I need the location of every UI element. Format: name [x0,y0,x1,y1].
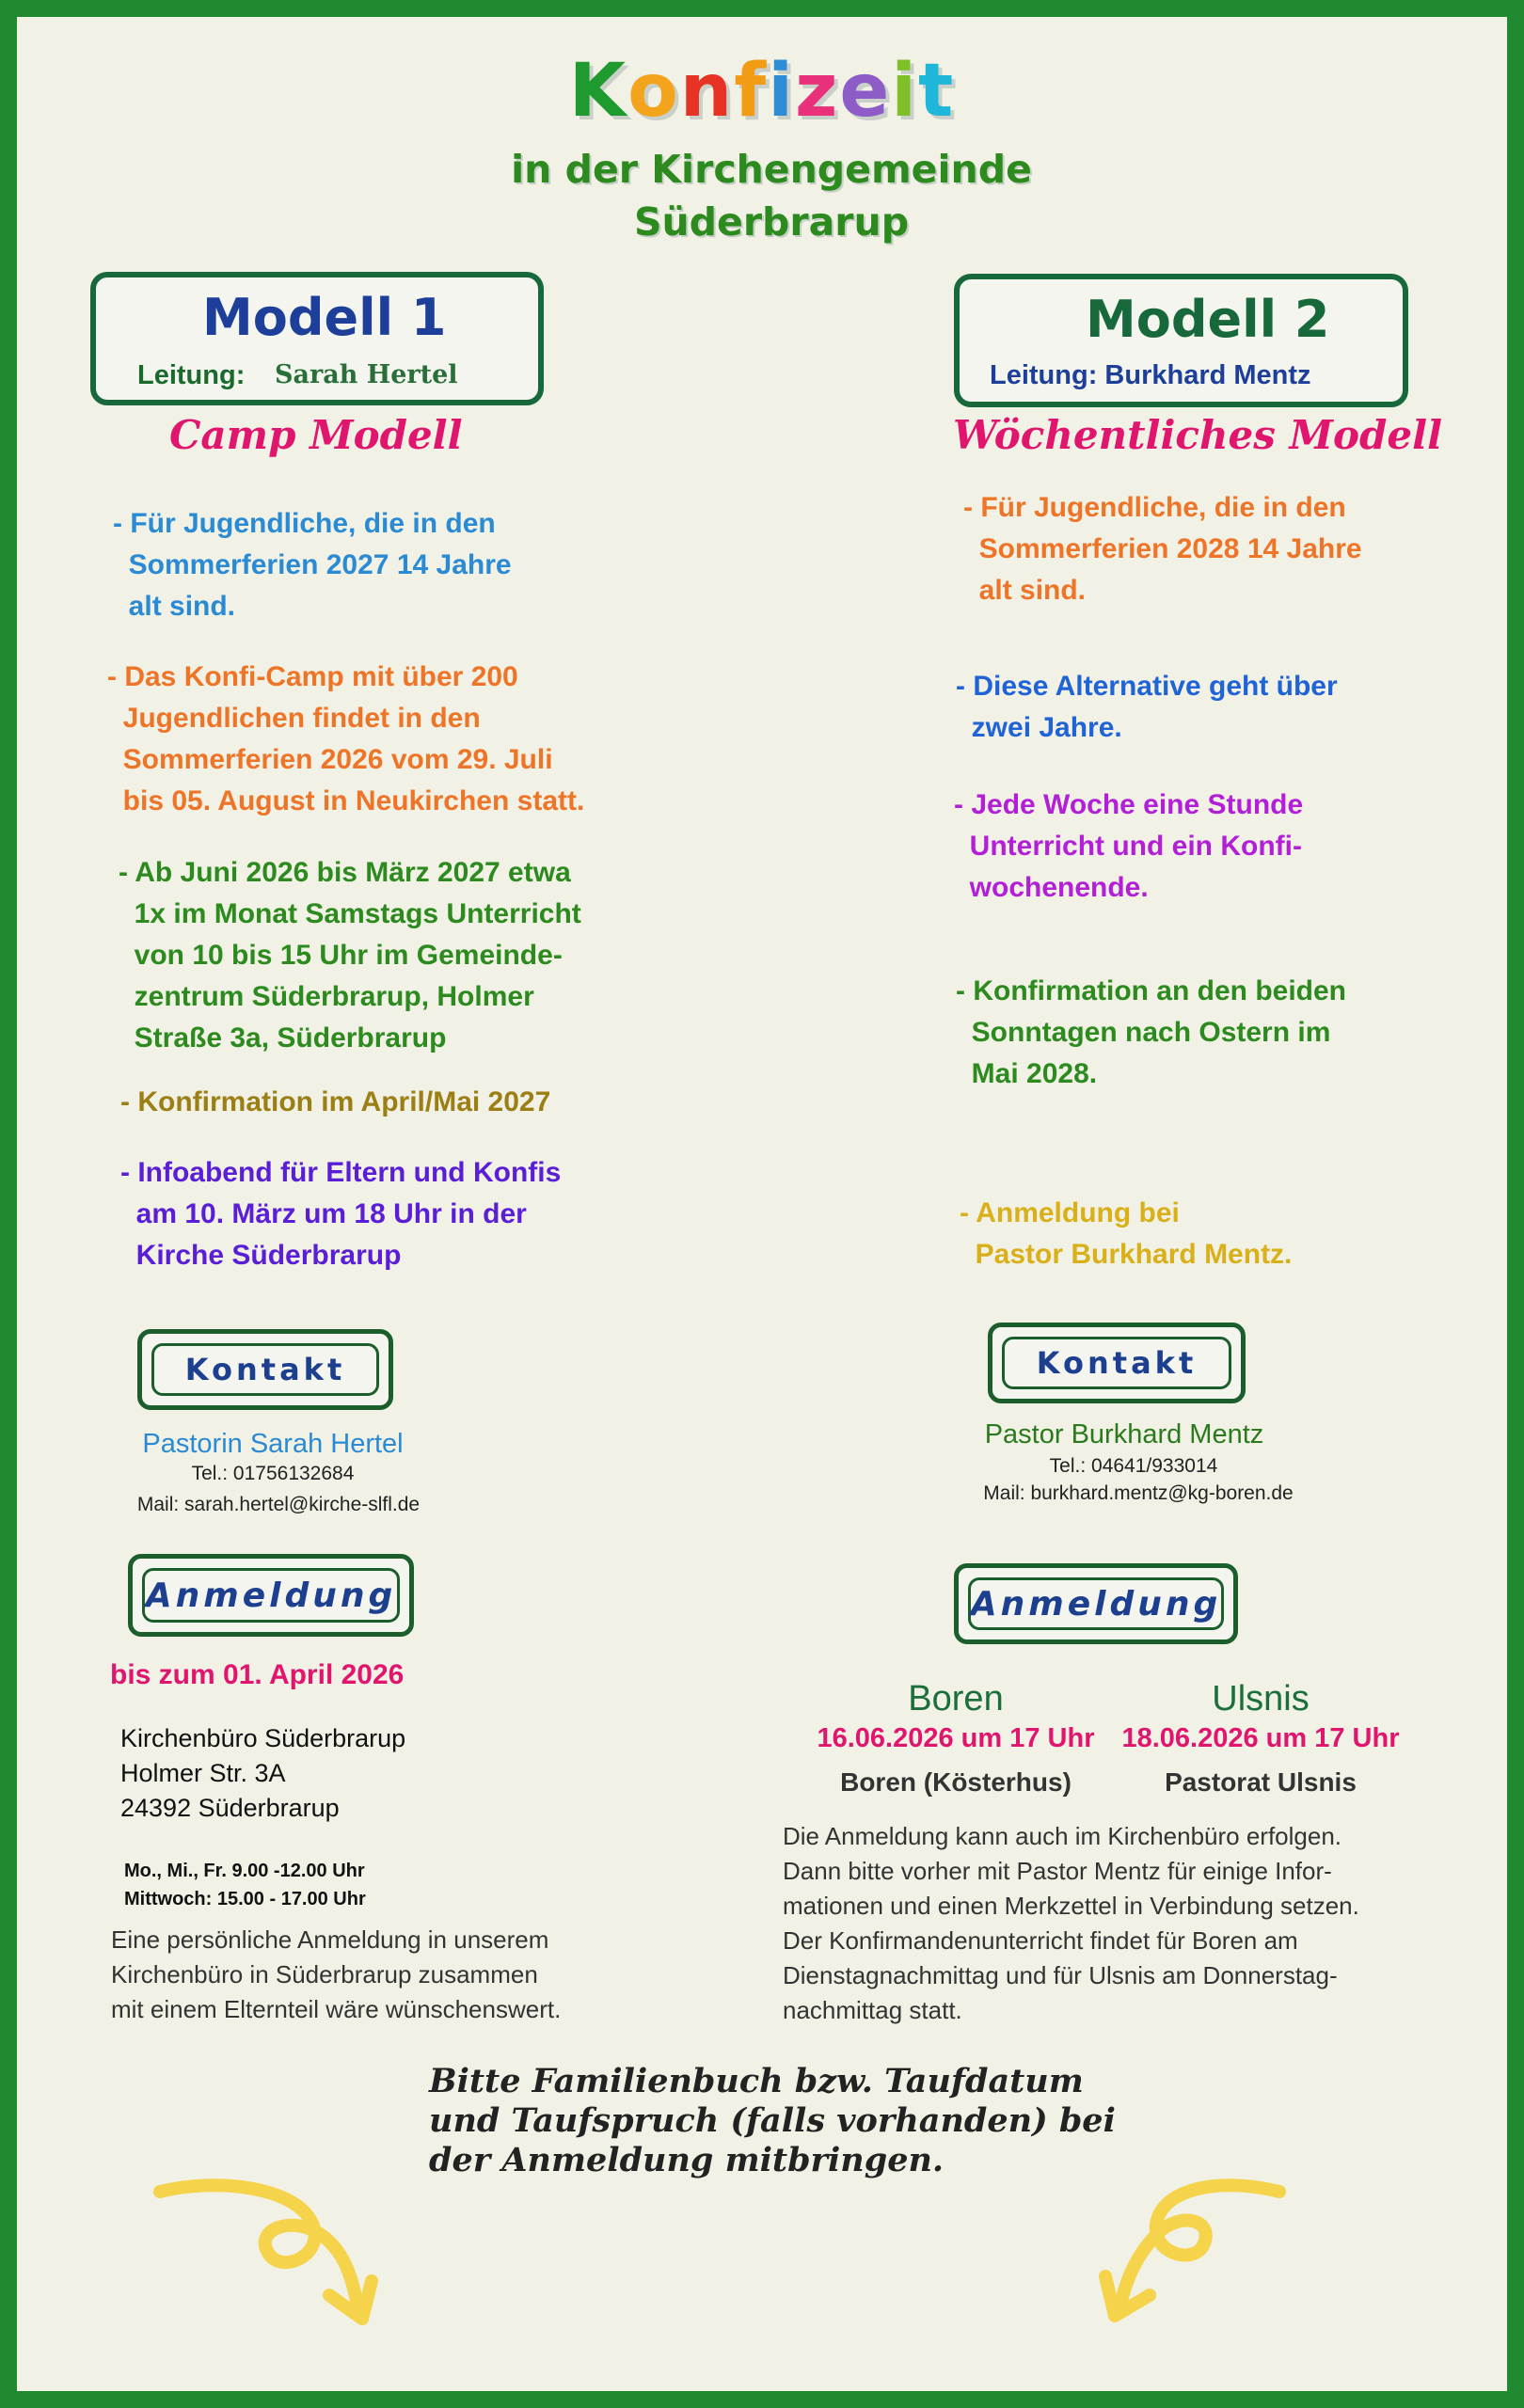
model2-boren-location: Boren (Kösterhus) [840,1767,1072,1797]
model1-address-line-1: Kirchenbüro Süderbrarup [120,1724,406,1752]
model1-hours-line-2: Mittwoch: 15.00 - 17.00 Uhr [124,1889,366,1909]
model1-bullet-5: - Infoabend für Eltern und Konfis am 10. März um 18 Uhr in der Kirche Süderbrarup [120,1157,562,1271]
model2-contact-tel: Tel.: 04641/933014 [1049,1455,1218,1477]
title-letter: f [734,49,769,134]
model2-bullet-3: - Jede Woche eine Stunde Unterricht und ein Konfi- wochenende. [954,789,1304,903]
model2-note-line-2: Dann bitte vorher mit Pastor Mentz für einige Infor- [783,1857,1332,1885]
model2-note-line-4: Der Konfirmandenunterricht findet für Boren am [783,1926,1298,1955]
model1-kontakt-label: Kontakt [151,1343,379,1396]
model1-leitung-label: Leitung: [137,360,246,390]
title-letter: z [794,49,840,134]
model1-bullet-4: - Konfirmation im April/Mai 2027 [120,1086,551,1117]
model2-note-line-1: Die Anmeldung kann auch im Kirchenbüro erfolgen. [783,1822,1342,1850]
model1-type: Camp Modell [169,412,463,458]
model2-bullet-2: - Diese Alternative geht über zwei Jahre. [956,671,1338,743]
model1-note-line-1: Eine persönliche Anmeldung in unserem [111,1925,549,1954]
model1-deadline: bis zum 01. April 2026 [110,1659,405,1690]
model2-note-line-6: nachmittag statt. [783,1996,962,2024]
closing-line-2: und Taufspruch (falls vorhanden) bei [429,2101,1116,2140]
model2-kontakt-button[interactable] [988,1323,1246,1403]
model1-address-line-3: 24392 Süderbrarup [120,1794,340,1822]
model1-note-line-3: mit einem Elternteil wäre wünschenswert. [111,1995,562,2023]
title-letter: t [918,49,956,134]
title-letter: e [839,49,892,134]
model2-bullet-5: - Anmeldung bei Pastor Burkhard Mentz. [960,1197,1293,1270]
model2-note [783,1819,1359,2028]
title-letter: i [891,49,919,134]
title-letter: o [627,49,680,134]
closing-line-3: der Anmeldung mitbringen. [429,2141,945,2179]
title-letter: i [768,49,795,134]
model2-boren-date: 16.06.2026 um 17 Uhr [817,1723,1095,1753]
model1-address-line-2: Holmer Str. 3A [120,1759,286,1787]
closing-note [429,2062,1116,2180]
model2-title: Modell 2 [1086,290,1330,349]
title-letter: K [568,49,628,134]
model1-title: Modell 1 [202,288,447,347]
model2-ulsnis-date: 18.06.2026 um 17 Uhr [1121,1723,1400,1753]
model2-bullet-1: - Für Jugendliche, die in den Sommerferien 2028 14 Jahre alt sind. [963,492,1362,606]
model2-contact-name: Pastor Burkhard Mentz [984,1419,1264,1450]
right-curly-arrow-icon [1091,2163,1298,2333]
model1-contact-tel: Tel.: 01756132684 [191,1463,355,1484]
subtitle-line-2: Süderbrarup [633,199,910,245]
model2-type: Wöchentliches Modell [953,412,1443,458]
model1-header-box [90,272,544,405]
model1-bullet-1: - Für Jugendliche, die in den Sommerferien 2027 14 Jahre alt sind. [113,508,512,622]
model1-note-line-2: Kirchenbüro in Süderbrarup zusammen [111,1960,538,1988]
model2-bullet-4: - Konfirmation an den beiden Sonntagen nach Ostern im Mai 2028. [956,975,1347,1089]
model1-anmeldung-label: Anmeldung [142,1568,400,1623]
model1-note [111,1923,561,2027]
subtitle-line-1: in der Kirchengemeinde [511,147,1032,192]
closing-line-1: Bitte Familienbuch bzw. Taufdatum [429,2062,1084,2100]
model1-kontakt-button[interactable] [137,1329,393,1410]
left-curly-arrow-icon [141,2163,405,2333]
model2-header-box [954,274,1408,407]
model2-contact-mail[interactable]: Mail: burkhard.mentz@kg-boren.de [983,1482,1294,1504]
model1-office-hours [124,1857,366,1913]
model2-anmeldung-button[interactable] [954,1563,1238,1644]
model1-contact-name: Pastorin Sarah Hertel [142,1429,404,1459]
model2-ulsnis-place: Ulsnis [1212,1679,1310,1719]
model1-hours-line-1: Mo., Mi., Fr. 9.00 -12.00 Uhr [124,1861,365,1881]
model1-bullet-3: - Ab Juni 2026 bis März 2027 etwa 1x im Monat Samstags Unterricht von 10 bis 15 Uhr im Gemeinde- zentrum Süderbrarup, Holmer Straße 3a, Süderbrarup [119,857,581,1054]
model2-leitung: Leitung: Burkhard Mentz [990,360,1311,390]
model2-anmeldung-label: Anmeldung [968,1577,1224,1630]
model1-leitung-name: Sarah Hertel [275,360,458,389]
model1-bullet-2: - Das Konfi-Camp mit über 200 Jugendlichen findet in den Sommerferien 2026 vom 29. Juli bis 05. August in Neukirchen statt. [107,661,585,816]
model1-anmeldung-button[interactable] [128,1554,414,1637]
model2-kontakt-label: Kontakt [1002,1337,1231,1389]
model2-ulsnis-location: Pastorat Ulsnis [1165,1767,1357,1797]
model1-address [120,1721,405,1826]
model2-note-line-3: mationen und einen Merkzettel in Verbindung setzen. [783,1892,1359,1920]
model2-boren-place: Boren [908,1679,1004,1719]
model2-note-line-5: Dienstagnachmittag und für Ulsnis am Donnerstag- [783,1961,1338,1989]
model1-contact-mail[interactable]: Mail: sarah.hertel@kirche-slfl.de [136,1494,421,1515]
title-letter: n [679,49,735,134]
page-title [0,49,1524,134]
